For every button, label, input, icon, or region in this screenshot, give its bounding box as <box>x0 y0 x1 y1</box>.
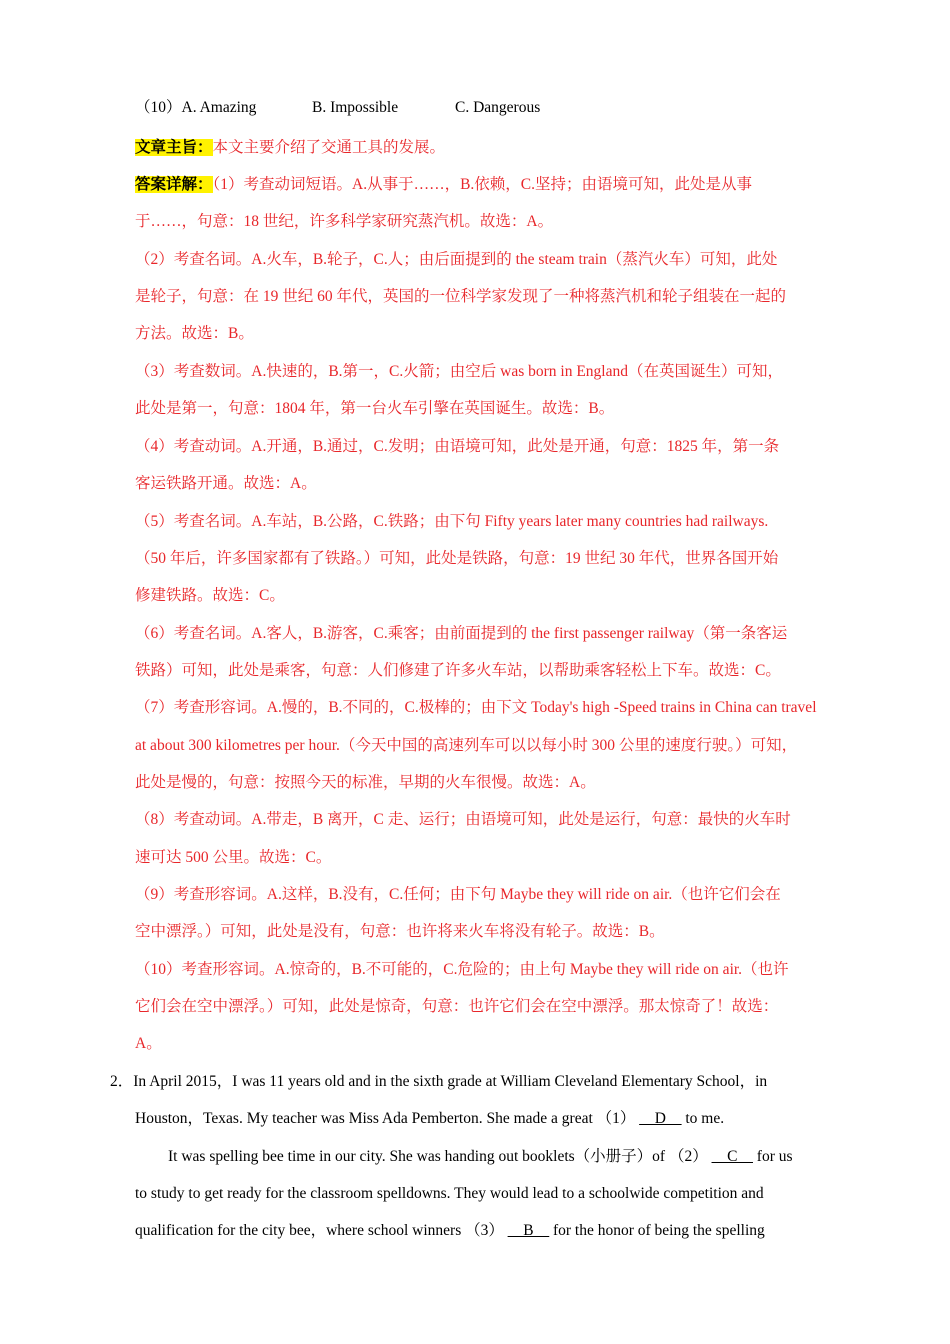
q2-text: to me. <box>681 1110 725 1127</box>
q10-options-line <box>135 98 541 118</box>
q2-text: for us <box>752 1148 793 1165</box>
explain-line-10: （50 年后，许多国家都有了铁路。）可知，此处是铁路，句意：19 世纪 30 年代，世界各国开始 <box>135 550 779 567</box>
explain-line-6: 此处是第一，句意：1804 年，第一台火车引擎在英国诞生。故选：B。 <box>135 400 615 417</box>
explain-line-5: （3）考查数词。A.快速的，B.第一，C.火箭；由空后 was born in England（在英国诞生）可知， <box>135 363 783 380</box>
q2-text: Houston，Texas. My teacher was Miss Ada Pemberton. She made a great （1） <box>135 1110 636 1127</box>
q10-option-a: （10）A. Amazing <box>135 99 257 116</box>
main-idea-tag: 文章主旨： <box>135 139 213 156</box>
explain-line-20: 空中漂浮。）可知，此处是没有，句意：也许将来火车将没有轮子。故选：B。 <box>135 923 665 940</box>
q2-text: In April 2015，I was 11 years old and in the sixth grade at William Cleveland Elementary School，in <box>133 1073 768 1090</box>
explain-line-7: （4）考查动词。A.开通，B.通过，C.发明；由语境可知，此处是开通，句意：1825 年，第一条 <box>135 438 780 455</box>
explain-line-0 <box>135 175 752 195</box>
q2-text: to study to get ready for the classroom spelldowns. They would lead to a schoolwide competition and <box>135 1185 764 1202</box>
explain-line-8: 客运铁路开通。故选：A。 <box>135 475 317 492</box>
answer-blank-1: __D__ <box>639 1110 682 1127</box>
main-idea-text: 本文主要介绍了交通工具的发展。 <box>212 139 446 156</box>
q2-text: qualification for the city bee，where school winners （3） <box>135 1222 504 1239</box>
main-idea-line <box>135 138 445 158</box>
explain-line-16: 此处是慢的，句意：按照今天的标准，早期的火车很慢。故选：A。 <box>135 774 596 791</box>
explain-line-15: at about 300 kilometres per hour.（今天中国的高速列车可以以每小时 300 公里的速度行驶。）可知， <box>135 737 798 754</box>
q10-option-b: B. Impossible <box>312 99 399 116</box>
answer-tag: 答案详解： <box>135 176 213 193</box>
explain-line-22: 它们会在空中漂浮。）可知，此处是惊奇，句意：也许它们会在空中漂浮。那太惊奇了！故选： <box>135 998 779 1015</box>
q2-line-1 <box>110 1072 767 1092</box>
q2-text: It was spelling bee time in our city. She was handing out booklets（小册子）of （2） <box>168 1148 708 1165</box>
explain-line-14: （7）考查形容词。A.慢的，B.不同的，C.极棒的；由下文 Today's high -Speed trains in China can travel <box>135 699 817 716</box>
explain-line-3: 是轮子，句意：在 19 世纪 60 年代，英国的一位科学家发现了一种将蒸汽机和轮子组装在一起的 <box>135 288 787 305</box>
q2-line-2 <box>135 1109 724 1129</box>
explain-line-19: （9）考查形容词。A.这样，B.没有，C.任何；由下句 Maybe they will ride on air.（也许它们会在 <box>135 886 781 903</box>
explain-line-2: （2）考查名词。A.火车，B.轮子，C.人；由后面提到的 the steam train（蒸汽火车）可知，此处 <box>135 251 778 268</box>
explain-line-21: （10）考查形容词。A.惊奇的，B.不可能的，C.危险的；由上句 Maybe they will ride on air.（也许 <box>135 961 789 978</box>
q2-line-5 <box>135 1221 765 1241</box>
explain-line-23: A。 <box>135 1035 162 1052</box>
q2-line-4 <box>135 1184 764 1204</box>
explain-line-13: 铁路）可知，此处是乘客，句意：人们修建了许多火车站，以帮助乘客轻松上下车。故选：C。 <box>135 662 781 679</box>
q2-text: for the honor of being the spelling <box>549 1222 765 1239</box>
explain-line-18: 速可达 500 公里。故选：C。 <box>135 849 332 866</box>
explain-line-12: （6）考查名词。A.客人，B.游客，C.乘客；由前面提到的 the first passenger railway（第一条客运 <box>135 625 788 642</box>
explain-line-9: （5）考查名词。A.车站，B.公路，C.铁路；由下句 Fifty years later many countries had railways. <box>135 513 769 530</box>
q2-number: 2． <box>110 1073 134 1090</box>
explain-line-1: 于……，句意：18 世纪，许多科学家研究蒸汽机。故选：A。 <box>135 213 554 230</box>
q2-line-3 <box>168 1147 793 1167</box>
explain-line-4: 方法。故选：B。 <box>135 325 254 342</box>
answer-blank-2: __C__ <box>711 1148 753 1165</box>
explain-line-17: （8）考查动词。A.带走，B 离开，C 走、运行；由语境可知，此处是运行，句意：最快的火车时 <box>135 811 791 828</box>
explain-line-11: 修建铁路。故选：C。 <box>135 587 285 604</box>
explain-text: （1）考查动词短语。A.从事于……，B.依赖，C.坚持；由语境可知，此处是从事 <box>212 176 753 193</box>
q10-option-c: C. Dangerous <box>455 99 541 116</box>
answer-blank-3: __B__ <box>507 1222 550 1239</box>
